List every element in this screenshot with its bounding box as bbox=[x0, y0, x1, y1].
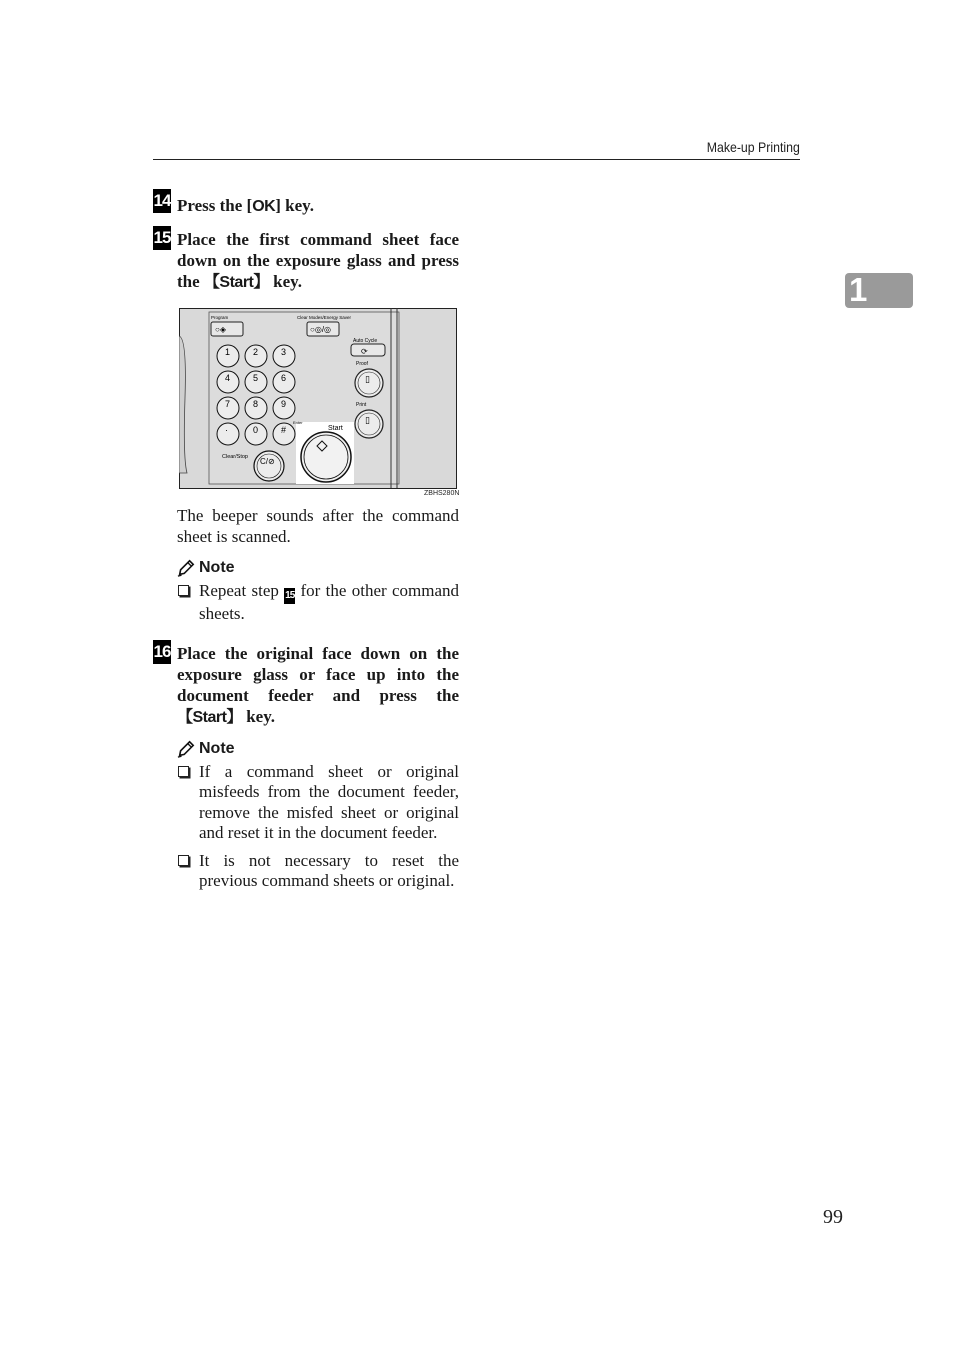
keypad-key-label: 1 bbox=[225, 347, 231, 357]
chapter-number: 1 bbox=[849, 271, 868, 308]
note-label: Note bbox=[199, 739, 235, 757]
keypad-key-label: 0 bbox=[253, 425, 259, 435]
note-item bbox=[177, 851, 459, 892]
note-heading bbox=[177, 559, 459, 577]
step-number: 16 bbox=[153, 640, 171, 664]
print-icon: ▯ bbox=[365, 415, 370, 425]
step-16 bbox=[153, 640, 459, 892]
step-text bbox=[177, 189, 459, 217]
checkbox-bullet-icon bbox=[178, 855, 189, 866]
clear-stop-key: C/⊘ bbox=[260, 457, 275, 466]
step-text-after: key. bbox=[241, 706, 276, 726]
keypad-key-label: 4 bbox=[225, 373, 231, 383]
auto-cycle-label: Auto Cycle bbox=[353, 338, 378, 344]
clear-stop-label: Clear/Stop bbox=[222, 454, 248, 460]
keypad-key-label: 7 bbox=[225, 399, 231, 409]
step-ref-badge: 15 bbox=[284, 588, 295, 604]
keypad-key-label: 2 bbox=[253, 347, 259, 357]
step-text-before: Press the [ bbox=[177, 196, 253, 215]
ok-key-label: OK bbox=[252, 198, 276, 215]
note-item bbox=[177, 581, 459, 625]
keypad-key-label: · bbox=[225, 425, 228, 435]
step-text-before: Place the original face down on the exposure glass or face up into the document feeder and press the bbox=[177, 643, 459, 705]
step-number: 15 bbox=[153, 226, 171, 250]
checkbox-bullet-icon bbox=[178, 766, 189, 777]
step-text-before: Place the first command sheet face down on the exposure glass and press the bbox=[177, 230, 459, 291]
clear-stop-button[interactable] bbox=[254, 451, 284, 481]
print-label: Print bbox=[356, 402, 367, 408]
step-text bbox=[177, 226, 459, 293]
keypad-key-label: # bbox=[281, 425, 287, 435]
keypad-key-label: 6 bbox=[281, 373, 287, 383]
pencil-icon bbox=[177, 740, 195, 758]
header-rule bbox=[153, 159, 800, 160]
step-description: The beeper sounds after the command sheet is scanned. bbox=[177, 506, 459, 546]
step-14 bbox=[153, 189, 459, 219]
keypad-key-label: 5 bbox=[253, 373, 259, 383]
pencil-icon bbox=[177, 559, 195, 577]
start-label: Start bbox=[328, 425, 343, 432]
main-content bbox=[153, 189, 459, 892]
keypad-key-9[interactable] bbox=[217, 423, 239, 445]
step-text-after: ] key. bbox=[275, 196, 314, 215]
note-heading bbox=[177, 740, 459, 758]
note-label: Note bbox=[199, 559, 235, 576]
page-number: 99 bbox=[823, 1206, 843, 1228]
enter-label: Enter bbox=[293, 420, 303, 425]
clear-modes-label: Clear Modes/Energy Saver bbox=[297, 315, 352, 320]
step-text bbox=[177, 640, 459, 728]
note-text: If a command sheet or original misfeeds from the document feeder, remove the misfed sheet or original and reset it in the document feeder. bbox=[199, 761, 459, 842]
step-number: 14 bbox=[153, 189, 171, 213]
checkbox-bullet-icon bbox=[178, 585, 189, 596]
proof-icon: ▯ bbox=[365, 374, 370, 384]
note-text: It is not necessary to reset the previous command sheets or original. bbox=[199, 850, 459, 890]
auto-cycle-icon: ⟳ bbox=[361, 347, 368, 356]
keypad-key-label: 3 bbox=[281, 347, 287, 357]
figure-code: ZBHS280N bbox=[424, 490, 460, 497]
start-button[interactable] bbox=[301, 432, 351, 482]
header-section-title: Make-up Printing bbox=[706, 139, 800, 155]
proof-label: Proof bbox=[356, 361, 368, 367]
start-key-label: 【Start】 bbox=[203, 274, 269, 291]
program-key-icon: ○◈ bbox=[215, 325, 226, 334]
auto-cycle-button[interactable] bbox=[351, 344, 385, 356]
energy-saver-icon: ○◎/◎ bbox=[310, 325, 332, 334]
chapter-tab bbox=[845, 273, 913, 308]
step-text-after: key. bbox=[268, 272, 302, 291]
keypad-key-label: 8 bbox=[253, 399, 259, 409]
keypad-key-label: 9 bbox=[281, 399, 287, 409]
control-panel-illustration bbox=[179, 308, 457, 489]
note-text-before: Repeat step bbox=[199, 581, 285, 600]
program-label: Program bbox=[211, 315, 229, 320]
start-key-label: 【Start】 bbox=[177, 708, 242, 726]
note-text-after: for the other command sheets. bbox=[199, 581, 459, 623]
note-item bbox=[177, 762, 459, 844]
